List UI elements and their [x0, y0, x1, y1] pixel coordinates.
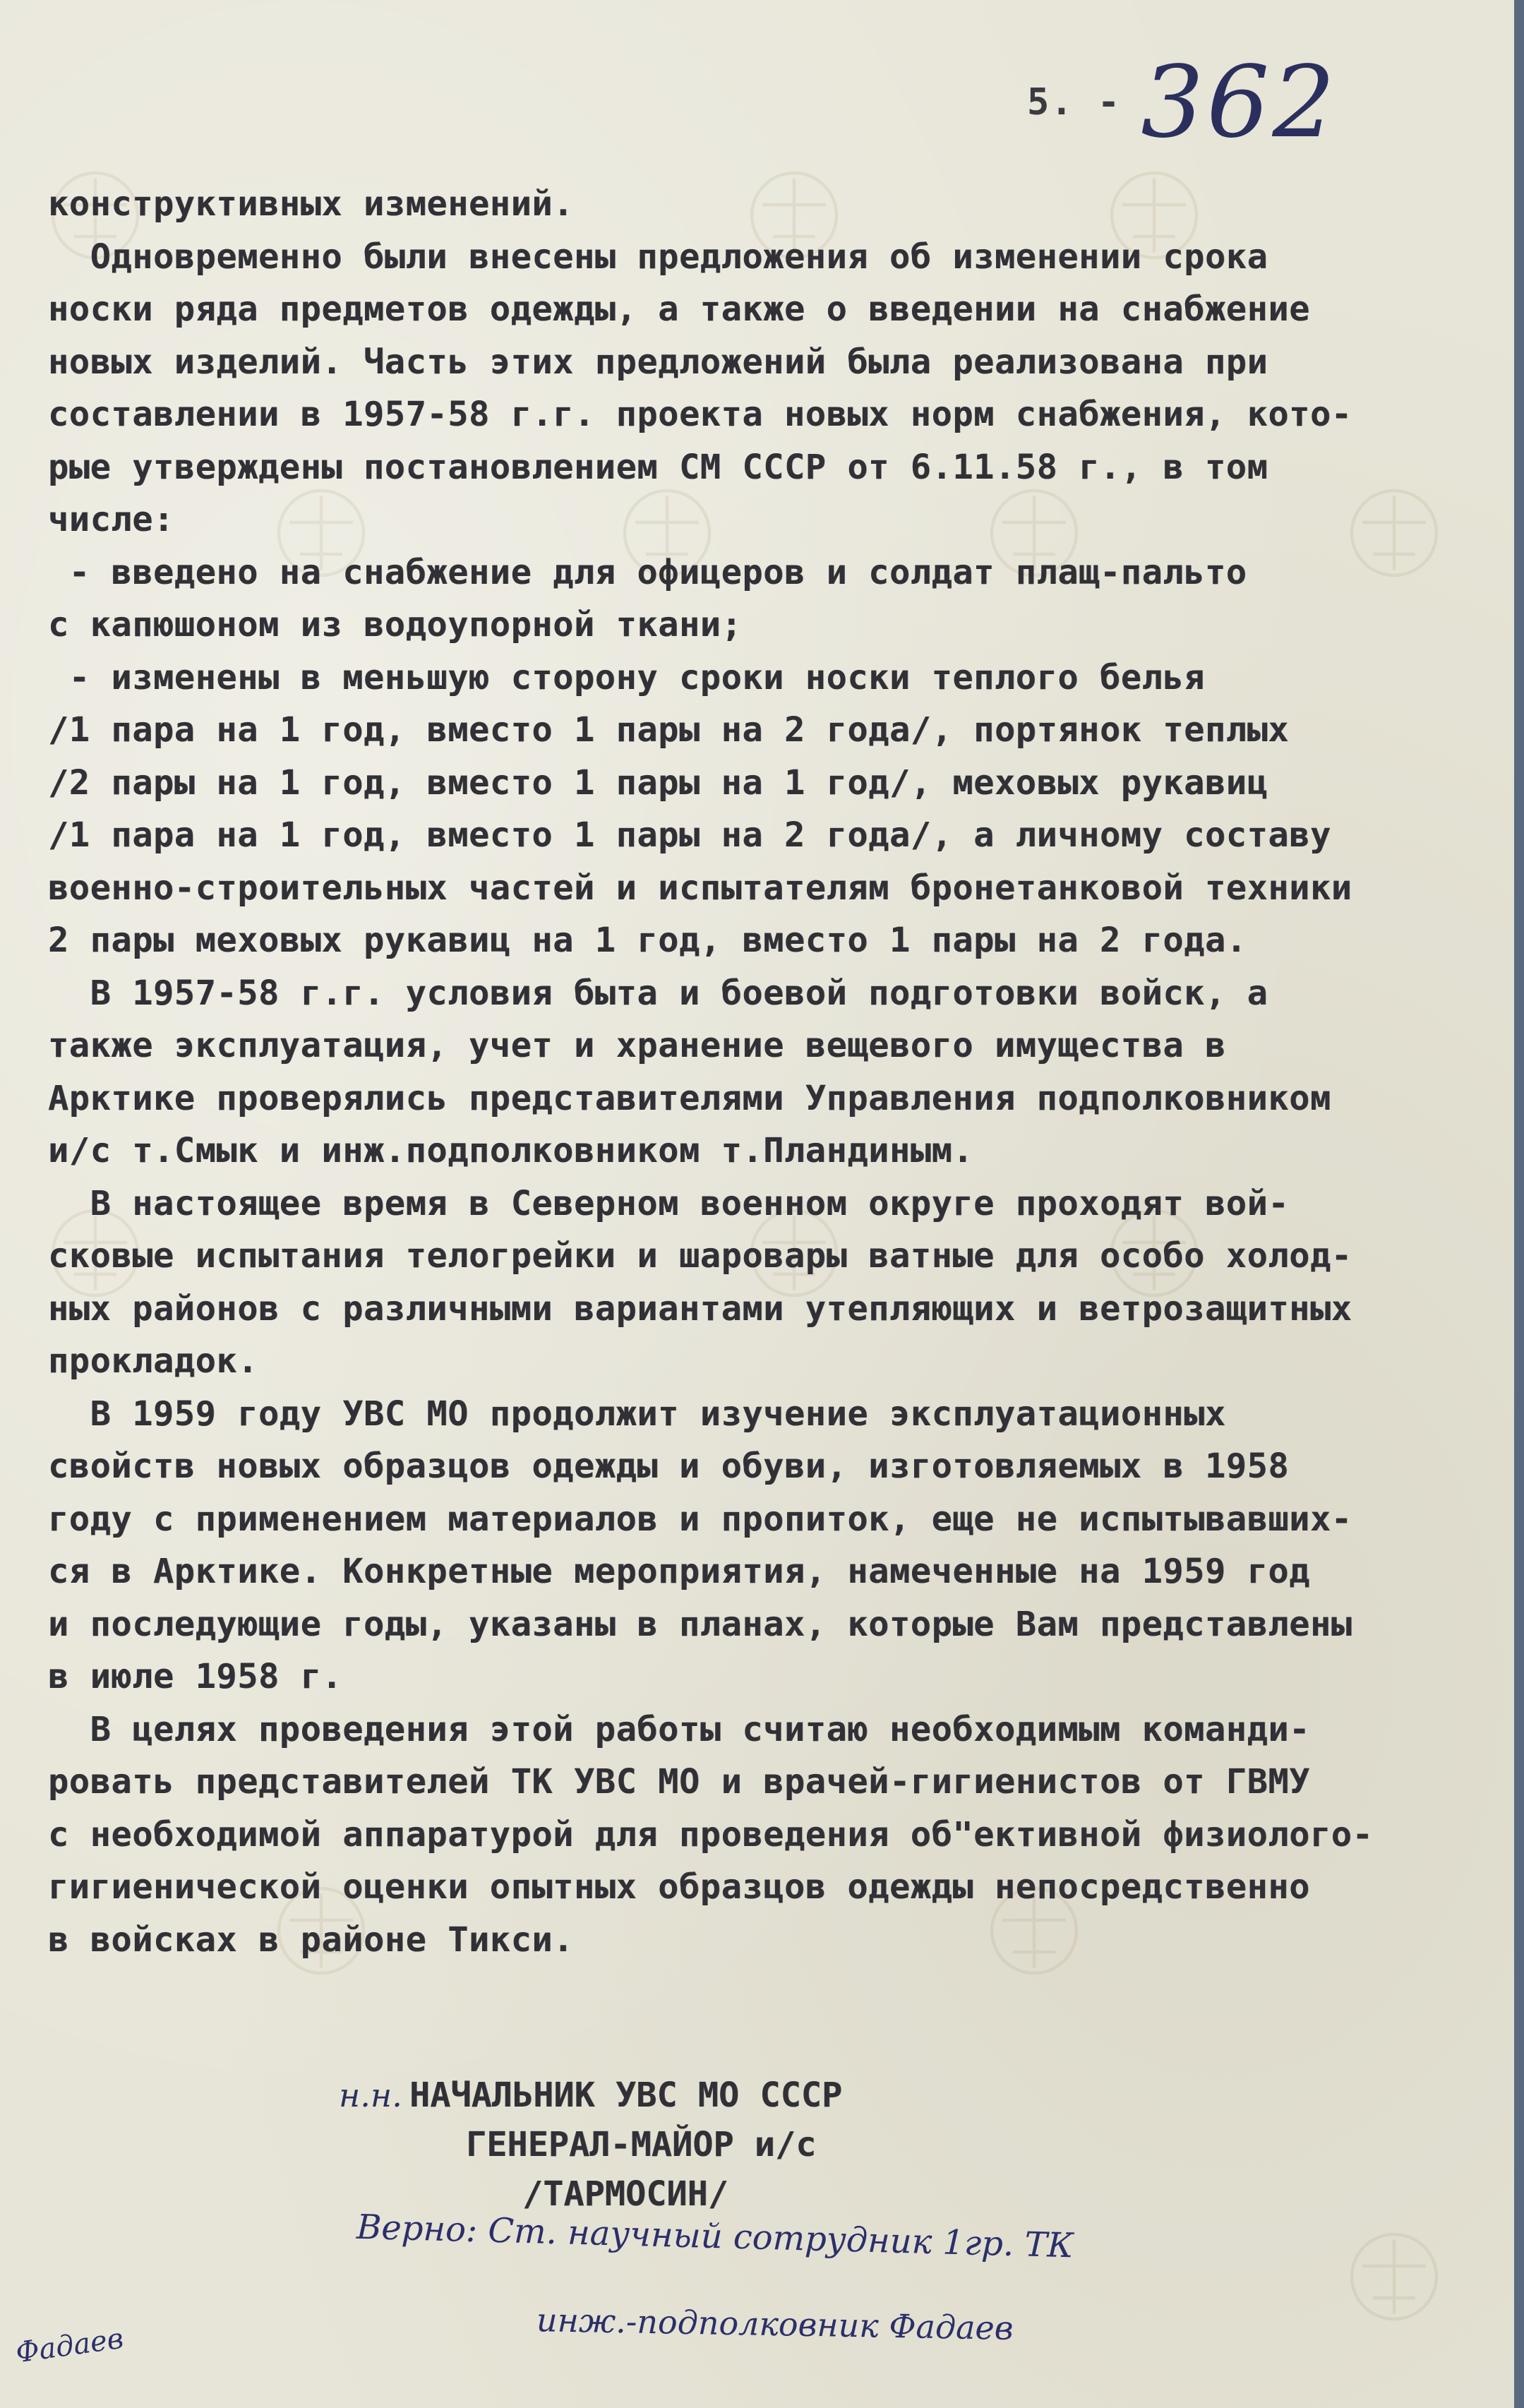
body-line: также эксплуатация, учет и хранение вещевого имущества в	[48, 1026, 1226, 1065]
signature-block	[339, 2075, 842, 2224]
archive-emblem-watermark	[1341, 2224, 1447, 2330]
signature-prefix-handwritten: н.н.	[339, 2076, 402, 2114]
certification-line-2: инж.-подполковник Фадаев	[536, 2301, 1014, 2347]
body-line: ровать представителей ТК УВС МО и врачей-гигиенистов от ГВМУ	[48, 1762, 1310, 1802]
document-body	[48, 178, 1502, 1966]
body-line: новых изделий. Часть этих предложений была реализована при	[48, 342, 1268, 382]
body-line: ных районов с различными вариантами утепляющих и ветрозащитных	[48, 1288, 1352, 1329]
body-line: в июле 1958 г.	[48, 1657, 343, 1696]
page-number-group	[1027, 42, 1338, 162]
certification-line-1: Верно: Ст. научный сотрудник 1гр. ТК	[356, 2207, 1074, 2266]
signature-title-row	[339, 2075, 842, 2125]
body-line: сковые испытания телогрейки и шаровары ватные для особо холод-	[48, 1236, 1352, 1276]
body-line: году с применением материалов и пропиток, еще не испытывавших-	[48, 1499, 1352, 1539]
signature-rank-row	[339, 2125, 842, 2174]
body-line: и/с т.Смык и инж.подполковником т.Пландиным.	[48, 1131, 974, 1170]
body-line: ся в Арктике. Конкретные мероприятия, намеченные на 1959 год	[48, 1552, 1310, 1591]
body-line: гигиенической оценки опытных образцов одежды непосредственно	[48, 1867, 1310, 1907]
body-line: Одновременно были внесены предложения об изменении срока	[48, 236, 1268, 277]
body-line: В 1959 году УВС МО продолжит изучение эксплуатационных	[48, 1394, 1226, 1434]
body-line: с необходимой аппаратурой для проведения об"ективной физиолого-	[48, 1814, 1374, 1855]
body-line: прокладок.	[48, 1341, 258, 1381]
body-line: /2 пары на 1 год, вместо 1 пары на 1 год/, меховых рукавиц	[48, 762, 1268, 803]
signature-title: НАЧАЛЬНИК УВС МО СССР	[409, 2075, 843, 2115]
page-number-prefix: 5. -	[1027, 81, 1122, 124]
body-line: В целях проведения этой работы считаю необходимым команди-	[48, 1709, 1310, 1749]
body-line: /1 пара на 1 год, вместо 1 пары на 2 года/, а личному составу	[48, 815, 1331, 855]
body-line: 2 пары меховых рукавиц на 1 год, вместо 1 пары на 2 года.	[48, 921, 1247, 960]
body-line: военно-строительных частей и испытателям бронетанковой техники	[48, 868, 1352, 908]
body-line: конструктивных изменений.	[48, 184, 574, 224]
body-line: /1 пара на 1 год, вместо 1 пары на 2 года/, портянок теплых	[48, 710, 1290, 750]
margin-handwritten-mark: Фадаев	[13, 2322, 126, 2370]
body-line: В 1957-58 г.г. условия быта и боевой подготовки войск, а	[48, 973, 1268, 1013]
body-line: В настоящее время в Северном военном округе проходят вой-	[48, 1183, 1290, 1223]
body-line: в войсках в районе Тикси.	[48, 1919, 574, 1960]
body-line: - изменены в меньшую сторону сроки носки теплого белья	[48, 657, 1205, 697]
body-line: и последующие годы, указаны в планах, которые Вам представлены	[48, 1604, 1352, 1644]
signature-rank: ГЕНЕРАЛ-МАЙОР и/с	[466, 2125, 817, 2164]
body-line: - введено на снабжение для офицеров и солдат плащ-пальто	[48, 552, 1247, 592]
body-line: носки ряда предметов одежды, а также о введении на снабжение	[48, 289, 1310, 329]
body-line: рые утверждены постановлением СМ СССР от 6.11.58 г., в том	[48, 447, 1268, 487]
signature-name: /ТАРМОСИН/	[522, 2174, 728, 2214]
body-line: составлении в 1957-58 г.г. проекта новых норм снабжения, кото-	[48, 395, 1352, 434]
page-number-handwritten: 362	[1141, 44, 1338, 160]
page-right-edge	[1514, 0, 1524, 2408]
body-line: с капюшоном из водоупорной ткани;	[48, 605, 743, 645]
body-line: свойств новых образцов одежды и обуви, изготовляемых в 1958	[48, 1446, 1290, 1486]
body-line: числе:	[48, 500, 174, 539]
body-line: Арктике проверялись представителями Управления подполковником	[48, 1078, 1331, 1118]
